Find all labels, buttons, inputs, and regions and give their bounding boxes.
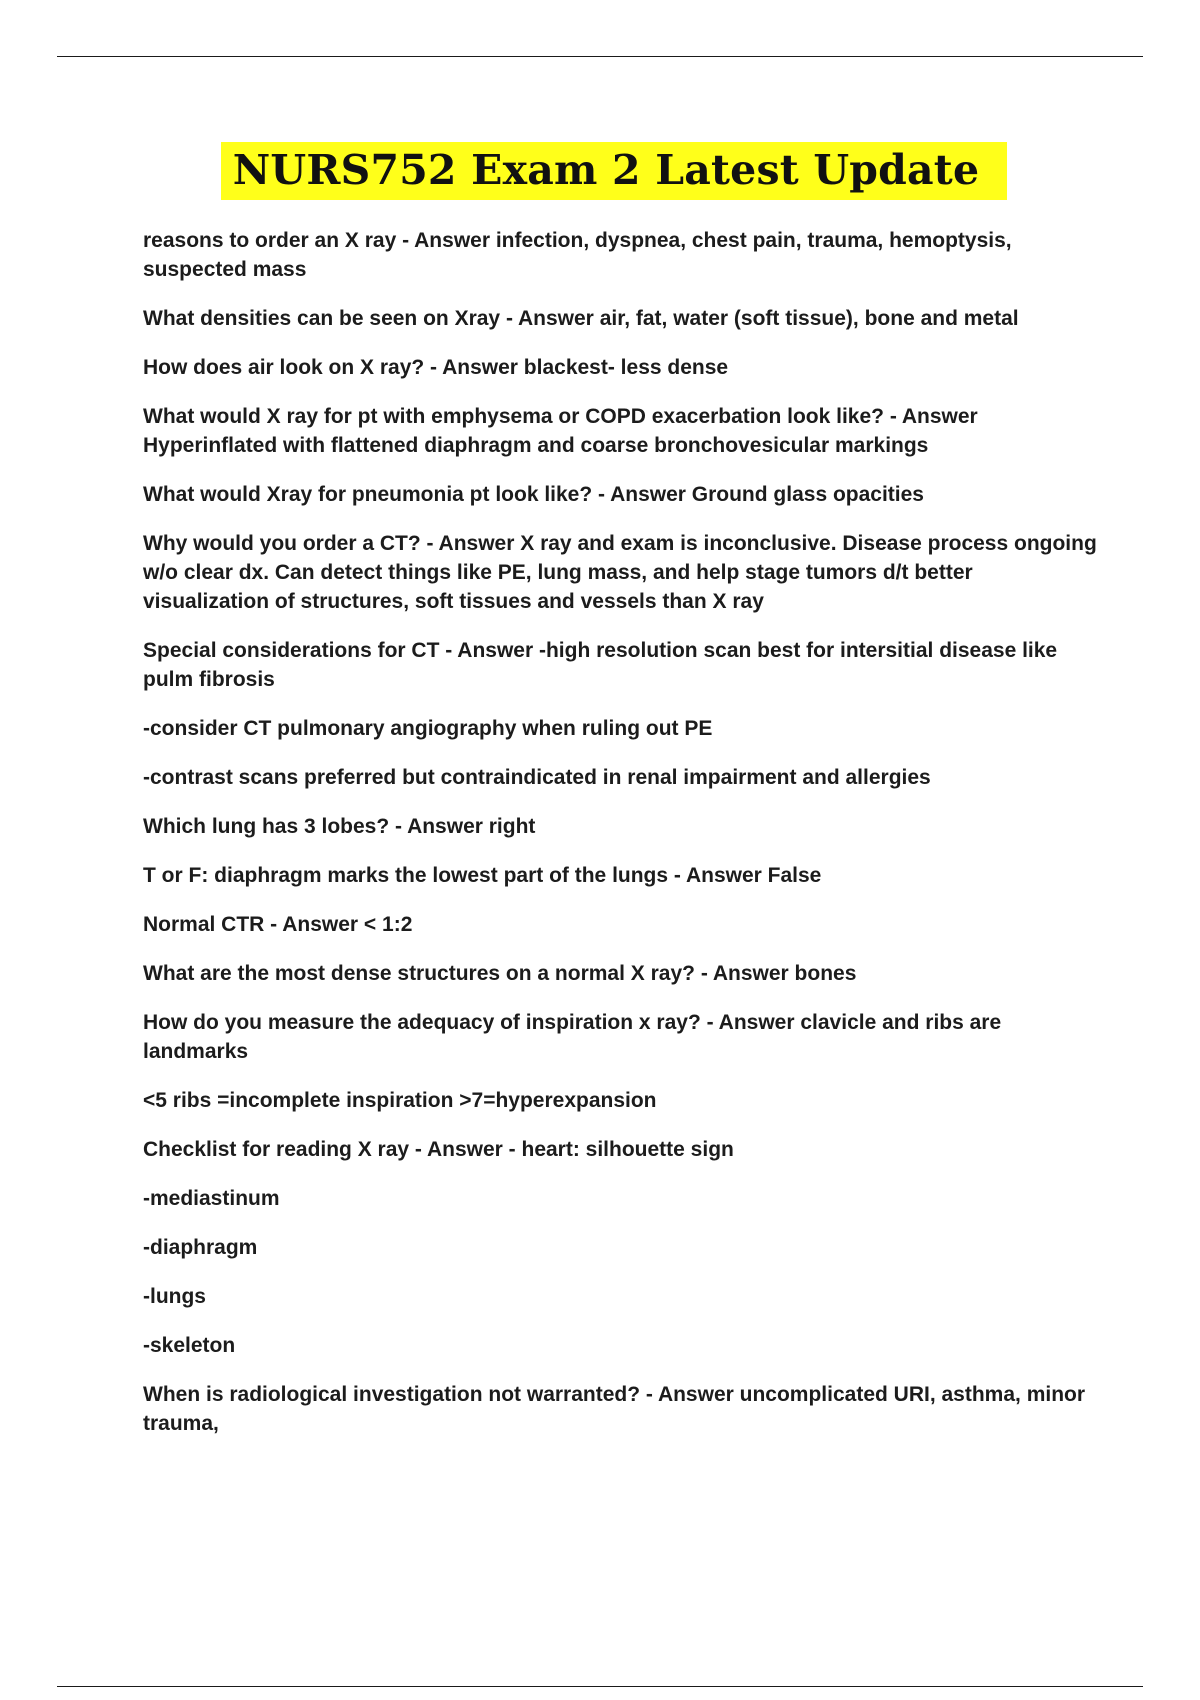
qa-paragraph: How does air look on X ray? - Answer blackest- less dense [143,356,729,379]
footer-rule [57,1686,1143,1687]
qa-paragraph: When is radiological investigation not warranted? - Answer uncomplicated URI, asthma, minor trauma, [143,1383,1086,1435]
qa-paragraph: -consider CT pulmonary angiography when ruling out PE [143,717,713,740]
qa-paragraph: -diaphragm [143,1236,258,1259]
qa-paragraph: -lungs [143,1285,206,1308]
qa-paragraph: T or F: diaphragm marks the lowest part of the lungs - Answer False [143,864,822,887]
document-body [143,226,1103,1458]
qa-paragraph: Why would you order a CT? - Answer X ray and exam is inconclusive. Disease process ongoing w/o clear dx. Can detect things like PE, lung mass, and help stage tumors d/t better visualization of structures, soft tissues and vessels than X ray [143,532,1097,613]
qa-paragraph: What densities can be seen on Xray - Answer air, fat, water (soft tissue), bone and metal [143,307,1019,330]
qa-paragraph: Checklist for reading X ray - Answer - heart: silhouette sign [143,1138,734,1161]
qa-paragraph: Normal CTR - Answer < 1:2 [143,913,413,936]
qa-paragraph: <5 ribs =incomplete inspiration >7=hyperexpansion [143,1089,657,1112]
qa-paragraph: -skeleton [143,1334,236,1357]
document-title: NURS752 Exam 2 Latest Update [221,142,1007,200]
qa-paragraph: How do you measure the adequacy of inspiration x ray? - Answer clavicle and ribs are landmarks [143,1011,1002,1063]
qa-paragraph: What would Xray for pneumonia pt look like? - Answer Ground glass opacities [143,483,924,506]
qa-paragraph: -mediastinum [143,1187,280,1210]
qa-paragraph: Special considerations for CT - Answer -high resolution scan best for intersitial disease like pulm fibrosis [143,639,1058,691]
qa-paragraph: reasons to order an X ray - Answer infection, dyspnea, chest pain, trauma, hemoptysis, suspected mass [143,229,1012,281]
header-rule [57,56,1143,57]
title-container [0,142,1200,200]
qa-paragraph: What are the most dense structures on a normal X ray? - Answer bones [143,962,857,985]
qa-paragraph: Which lung has 3 lobes? - Answer right [143,815,536,838]
qa-paragraph: -contrast scans preferred but contraindicated in renal impairment and allergies [143,766,931,789]
qa-paragraph: What would X ray for pt with emphysema or COPD exacerbation look like? - Answer Hyperinflated with flattened diaphragm and coarse bronchovesicular markings [143,405,978,457]
